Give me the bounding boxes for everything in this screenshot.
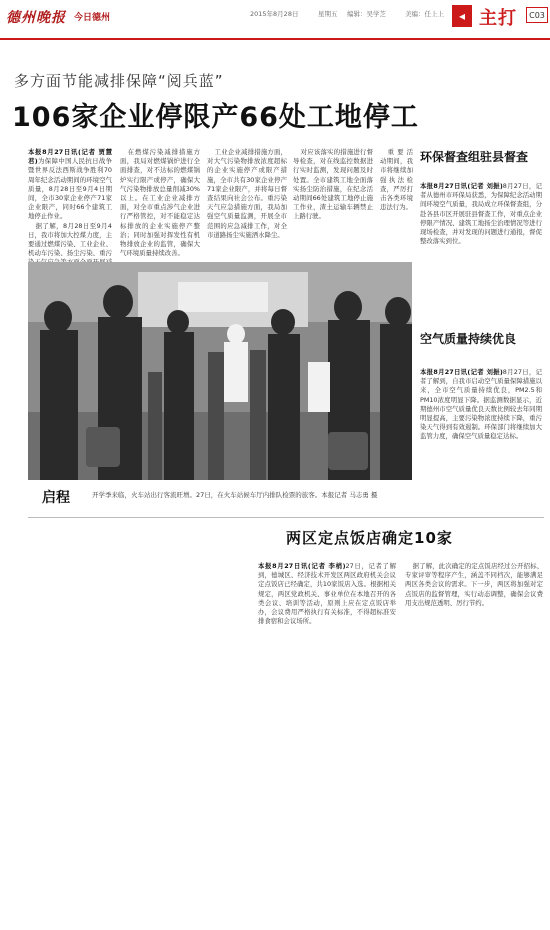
news-photo — [28, 262, 412, 480]
designer-credit: 美编：任上上 — [405, 10, 444, 18]
article2-text-2: 据了解，此次确定的定点饭店经过公开招标、专家评审等程序产生，涵盖不同档次，能够满足两区各类会议的需求。下一步，两区将加强对定点饭店的监督管理，实行动态调整，确保会议费用支出规范透明、厉行节约。 — [405, 562, 543, 607]
article-col1-text: 为保障中国人民抗日战争暨世界反法西斯战争胜利70周年纪念活动期间的环境空气质量，8月28日至9月4日期间，全市30家企业停产71家企业限产，同时66个建筑工地停止作业。 — [28, 157, 113, 221]
article-col5-text: 重要活动期间，我市将继续加强执法检查，严厉打击各类环境违法行为。 — [380, 148, 413, 212]
article-column-3 — [207, 148, 287, 260]
sidebar-body-2 — [420, 368, 542, 516]
photo-caption-text: 开学季来临，火车站出行客流旺增。27日，在火车站候车厅内排队检票的旅客。本报记者 马志勇 摄 — [92, 491, 378, 499]
article-col1-text2: 据了解，8月28日至9月4日，我市将加大控煤力度，主要通过燃煤污染、工业企业、机动车污染、扬尘污染、重污 — [28, 221, 112, 258]
sidebar-headline-1: 环保督查组驻县督查 — [420, 150, 529, 164]
sidebar-body-1 — [420, 182, 542, 328]
section-name: 今日德州 — [74, 13, 111, 23]
article-column-2 — [120, 148, 200, 260]
article-col4-text: 对应该落实的措施进行督导检查，对在线监控数据进行实时监测，发现问题及时处置。全市建筑工地全面落实扬尘防治措施，在纪念活动期间66处建筑工地停止施工作业，渣土运输车辆禁止上路行驶。 — [293, 148, 373, 221]
issue-date: 2015年8月28日 — [250, 10, 299, 18]
article-kicker: 多方面节能减排保障“阅兵蓝” — [14, 72, 224, 90]
article2-lead: 本报8月27日讯(记者 李梢) — [258, 562, 346, 570]
section-divider — [28, 517, 544, 518]
article-col2-text: 在燃煤污染减排措施方面，我局对燃煤锅炉进行全面排查，对不达标的燃煤锅炉实行限产或停产，确保大气污染物排放总量削减30%以上。在工业企业减排方面，对全市重点涉气企业进行严格管控，对不能稳定达标排放的企业实施停产整治；同时加强对挥发性有机物排放企业的监管，确保大气环境质量持续改善。 — [120, 148, 200, 258]
article-column-1 — [28, 148, 112, 260]
article-column-4 — [293, 148, 373, 260]
section-tab-icon: ◂ — [452, 5, 472, 27]
sidebar-lead-2: 本报8月27日讯(记者 刘振) — [420, 368, 503, 376]
article2-column-2 — [405, 562, 543, 802]
masthead-bar — [0, 0, 550, 40]
newspaper-logo: 德州晚报 — [6, 10, 66, 26]
issue-weekday: 星期五 — [318, 10, 338, 18]
sidebar-lead-1: 本报8月27日讯(记者 刘振) — [420, 182, 503, 190]
sidebar-text-2: 8月27日，记者了解到，自我市启动空气质量保障措施以来，全市空气质量持续优良，PM2.5和PM10浓度明显下降。据监测数据显示，近期德州市空气质量优良天数比例较去年同期明显提高，主要污染物浓度持续下降，重污染天气得到有效遏制。环保部门将继续加大监管力度，确保空气质量稳定达标。 — [420, 368, 543, 441]
article-col3-text: 工业企业减排措施方面，对大气污染物排放浓度超标的企业实施停产或限产措施，全市共有30家企业停产71家企业限产，并将每日督查结果向社会公布。重污染天气应急措施方面，我局加强空气质量监测，开展全市范围的应急减排工作，对全市道路扬尘实施洒水降尘。 — [207, 148, 287, 239]
sidebar-headline-2: 空气质量持续优良 — [420, 332, 517, 346]
article-column-5 — [380, 148, 413, 260]
page-number: C03 — [526, 7, 548, 23]
sidebar-text-1: 8月27日，记者从德州市环保局获悉，为保障纪念活动期间环境空气质量，我局成立环保督查组，分赴各县市区开展驻县督查工作，对重点企业停限产情况、建筑工地扬尘治理情况等进行现场检查，并对发现的问题进行通报，督促整改落实到位。 — [420, 182, 543, 246]
article-lead: 本报8月27日讯(记者 贾慧君) — [28, 148, 112, 166]
article2-text-1: 27日，记者了解到，德城区、经济技术开发区两区政府机关会议定点饭店已经确定，共10家饭店入选。根据相关规定，两区党政机关、事业单位在本地召开的各类会议、培训等活动，原则上应在定点饭店举办，会议费用严格执行有关标准，不得超标准安排食宿和会议场所。 — [258, 562, 396, 626]
article-headline: 106家企业停限产66处工地停工 — [12, 102, 419, 133]
editor-credit: 编辑：吴学芝 — [347, 10, 386, 18]
article2-headline: 两区定点饭店确定10家 — [286, 529, 453, 547]
photo-caption-title: 启程 — [42, 490, 70, 506]
station-crowd-image — [28, 262, 412, 480]
section-title: 主打 — [479, 8, 517, 29]
article2-column-1 — [258, 562, 396, 802]
